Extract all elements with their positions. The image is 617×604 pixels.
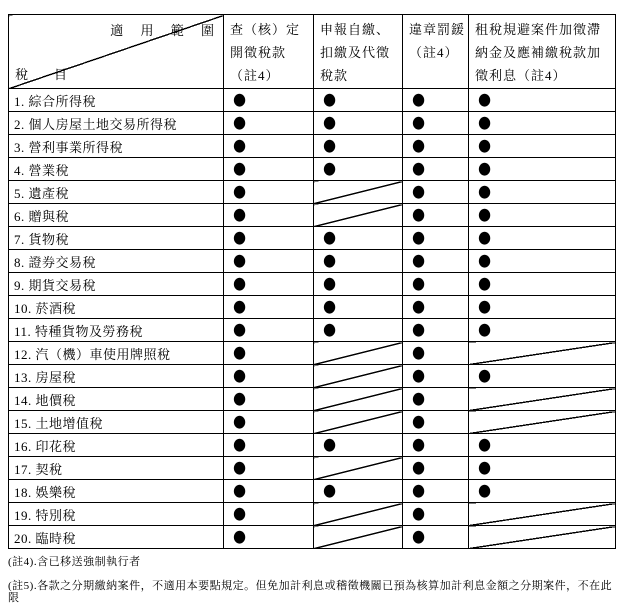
applicable-dot-cell — [469, 89, 616, 112]
filled-circle-mark: ● — [412, 157, 426, 179]
tax-name-cell: 3. 營利事業所得稅 — [9, 135, 224, 158]
filled-circle-mark: ● — [233, 387, 247, 409]
filled-circle-mark: ● — [323, 134, 337, 156]
not-applicable-slash-cell — [314, 365, 403, 388]
not-applicable-slash-cell — [314, 204, 403, 227]
tax-name-cell: 4. 營業稅 — [9, 158, 224, 181]
filled-circle-mark: ● — [412, 134, 426, 156]
filled-circle-mark: ● — [478, 479, 492, 501]
filled-circle-mark: ● — [233, 410, 247, 432]
applicable-dot-cell — [403, 480, 469, 503]
applicable-dot-cell — [403, 181, 469, 204]
not-applicable-slash-cell — [314, 181, 403, 204]
table-row — [9, 112, 616, 135]
corner-tax-item-label: 稅 目 — [15, 67, 68, 82]
table-row — [9, 181, 616, 204]
applicable-dot-cell — [314, 319, 403, 342]
table-row — [9, 411, 616, 434]
filled-circle-mark: ● — [478, 456, 492, 478]
filled-circle-mark: ● — [412, 479, 426, 501]
filled-circle-mark: ● — [478, 433, 492, 455]
table-row — [9, 319, 616, 342]
filled-circle-mark: ● — [233, 318, 247, 340]
tax-name-cell: 1. 綜合所得稅 — [9, 89, 224, 112]
table-row — [9, 342, 616, 365]
filled-circle-mark: ● — [233, 226, 247, 248]
filled-circle-mark: ● — [412, 387, 426, 409]
filled-circle-mark: ● — [233, 502, 247, 524]
filled-circle-mark: ● — [233, 341, 247, 363]
not-applicable-slash-cell — [314, 411, 403, 434]
filled-circle-mark: ● — [412, 295, 426, 317]
applicable-dot-cell — [224, 112, 314, 135]
table-row — [9, 503, 616, 526]
applicable-dot-cell — [224, 365, 314, 388]
filled-circle-mark: ● — [233, 295, 247, 317]
filled-circle-mark: ● — [412, 502, 426, 524]
tax-name-cell: 11. 特種貨物及勞務稅 — [9, 319, 224, 342]
filled-circle-mark: ● — [323, 88, 337, 110]
not-applicable-slash-cell — [314, 503, 403, 526]
tax-name-cell: 6. 贈與稅 — [9, 204, 224, 227]
tax-name-cell: 17. 契稅 — [9, 457, 224, 480]
tax-name-cell: 20. 臨時稅 — [9, 526, 224, 549]
tax-name-cell: 18. 娛樂稅 — [9, 480, 224, 503]
tax-name-cell: 15. 土地增值稅 — [9, 411, 224, 434]
applicable-dot-cell — [403, 227, 469, 250]
applicable-dot-cell — [224, 227, 314, 250]
filled-circle-mark: ● — [412, 226, 426, 248]
tax-name-cell: 8. 證券交易稅 — [9, 250, 224, 273]
tax-name-cell: 13. 房屋稅 — [9, 365, 224, 388]
applicable-dot-cell — [224, 319, 314, 342]
applicable-dot-cell — [314, 296, 403, 319]
tax-name-cell: 5. 遺產稅 — [9, 181, 224, 204]
filled-circle-mark: ● — [233, 134, 247, 156]
applicable-dot-cell — [314, 434, 403, 457]
applicable-dot-cell — [403, 434, 469, 457]
applicable-dot-cell — [469, 457, 616, 480]
applicable-dot-cell — [224, 204, 314, 227]
column-header-tax-avoidance-surcharge: 租稅規避案件加徵滯 納金及應補繳稅款加 徵利息（註4） — [469, 15, 616, 89]
applicable-dot-cell — [469, 158, 616, 181]
not-applicable-slash-cell — [469, 526, 616, 549]
document-page — [8, 14, 615, 604]
applicable-dot-cell — [224, 250, 314, 273]
applicable-dot-cell — [469, 480, 616, 503]
tax-name-cell: 12. 汽（機）車使用牌照稅 — [9, 342, 224, 365]
filled-circle-mark: ● — [412, 364, 426, 386]
table-row — [9, 434, 616, 457]
applicable-dot-cell — [314, 135, 403, 158]
table-row — [9, 204, 616, 227]
tax-name-cell: 16. 印花稅 — [9, 434, 224, 457]
table-row — [9, 89, 616, 112]
applicable-dot-cell — [224, 342, 314, 365]
filled-circle-mark: ● — [478, 364, 492, 386]
applicable-dot-cell — [403, 503, 469, 526]
applicable-dot-cell — [469, 181, 616, 204]
applicable-dot-cell — [314, 158, 403, 181]
footnote-4: (註4).含已移送強制執行者 — [8, 556, 141, 568]
column-header-assessed-tax: 查（核）定 開徵稅款 （註4） — [224, 15, 314, 89]
table-row — [9, 296, 616, 319]
filled-circle-mark: ● — [233, 479, 247, 501]
applicable-dot-cell — [469, 135, 616, 158]
applicable-dot-cell — [403, 319, 469, 342]
filled-circle-mark: ● — [478, 88, 492, 110]
filled-circle-mark: ● — [412, 203, 426, 225]
tax-applicability-table — [8, 14, 616, 549]
table-row — [9, 227, 616, 250]
not-applicable-slash-cell — [314, 457, 403, 480]
filled-circle-mark: ● — [412, 318, 426, 340]
filled-circle-mark: ● — [412, 341, 426, 363]
applicable-dot-cell — [403, 296, 469, 319]
table-row — [9, 480, 616, 503]
applicable-dot-cell — [314, 89, 403, 112]
filled-circle-mark: ● — [323, 318, 337, 340]
not-applicable-slash-cell — [469, 411, 616, 434]
corner-scope-label: 適 用 範 圍 — [110, 23, 221, 38]
filled-circle-mark: ● — [412, 456, 426, 478]
tax-name-cell: 2. 個人房屋土地交易所得稅 — [9, 112, 224, 135]
filled-circle-mark: ● — [323, 479, 337, 501]
applicable-dot-cell — [403, 89, 469, 112]
filled-circle-mark: ● — [412, 525, 426, 547]
filled-circle-mark: ● — [233, 433, 247, 455]
filled-circle-mark: ● — [233, 88, 247, 110]
applicable-dot-cell — [469, 204, 616, 227]
filled-circle-mark: ● — [323, 111, 337, 133]
applicable-dot-cell — [314, 250, 403, 273]
filled-circle-mark: ● — [412, 272, 426, 294]
not-applicable-slash-cell — [314, 526, 403, 549]
applicable-dot-cell — [469, 365, 616, 388]
filled-circle-mark: ● — [478, 111, 492, 133]
filled-circle-mark: ● — [233, 180, 247, 202]
filled-circle-mark: ● — [412, 410, 426, 432]
applicable-dot-cell — [224, 411, 314, 434]
column-header-violation-fine: 違章罰鍰 （註4） — [403, 15, 469, 89]
applicable-dot-cell — [403, 273, 469, 296]
tax-name-cell: 14. 地價稅 — [9, 388, 224, 411]
applicable-dot-cell — [224, 89, 314, 112]
filled-circle-mark: ● — [323, 295, 337, 317]
filled-circle-mark: ● — [478, 134, 492, 156]
applicable-dot-cell — [403, 457, 469, 480]
footnote-5: (註5).各款之分期繳納案件，不適用本要點規定。但免加計利息或稽徵機關已預為核算加計利息金額之分期案件，不在此限 — [8, 580, 613, 604]
table-row — [9, 273, 616, 296]
applicable-dot-cell — [403, 158, 469, 181]
applicable-dot-cell — [469, 273, 616, 296]
footnotes — [8, 556, 615, 604]
filled-circle-mark: ● — [323, 157, 337, 179]
applicable-dot-cell — [224, 526, 314, 549]
filled-circle-mark: ● — [412, 433, 426, 455]
filled-circle-mark: ● — [478, 272, 492, 294]
applicable-dot-cell — [314, 273, 403, 296]
applicable-dot-cell — [224, 480, 314, 503]
applicable-dot-cell — [469, 296, 616, 319]
filled-circle-mark: ● — [233, 272, 247, 294]
table-row — [9, 158, 616, 181]
filled-circle-mark: ● — [233, 456, 247, 478]
filled-circle-mark: ● — [412, 249, 426, 271]
applicable-dot-cell — [224, 135, 314, 158]
tax-name-cell: 19. 特別稅 — [9, 503, 224, 526]
filled-circle-mark: ● — [412, 180, 426, 202]
header-row — [9, 15, 616, 89]
filled-circle-mark: ● — [478, 226, 492, 248]
filled-circle-mark: ● — [412, 111, 426, 133]
corner-header-cell — [9, 15, 224, 89]
tax-table-body — [9, 89, 616, 549]
table-row — [9, 457, 616, 480]
applicable-dot-cell — [403, 342, 469, 365]
table-row — [9, 135, 616, 158]
filled-circle-mark: ● — [233, 249, 247, 271]
applicable-dot-cell — [403, 526, 469, 549]
filled-circle-mark: ● — [233, 111, 247, 133]
tax-name-cell: 9. 期貨交易稅 — [9, 273, 224, 296]
applicable-dot-cell — [224, 457, 314, 480]
filled-circle-mark: ● — [323, 249, 337, 271]
applicable-dot-cell — [403, 365, 469, 388]
applicable-dot-cell — [469, 434, 616, 457]
applicable-dot-cell — [403, 135, 469, 158]
filled-circle-mark: ● — [233, 364, 247, 386]
tax-name-cell: 10. 菸酒稅 — [9, 296, 224, 319]
filled-circle-mark: ● — [323, 272, 337, 294]
filled-circle-mark: ● — [233, 157, 247, 179]
table-row — [9, 388, 616, 411]
applicable-dot-cell — [403, 112, 469, 135]
column-header-self-filed-tax: 申報自繳、 扣繳及代徵 稅款 — [314, 15, 403, 89]
not-applicable-slash-cell — [469, 342, 616, 365]
not-applicable-slash-cell — [314, 342, 403, 365]
table-row — [9, 526, 616, 549]
applicable-dot-cell — [224, 273, 314, 296]
not-applicable-slash-cell — [469, 388, 616, 411]
table-row — [9, 365, 616, 388]
applicable-dot-cell — [224, 503, 314, 526]
not-applicable-slash-cell — [314, 388, 403, 411]
filled-circle-mark: ● — [478, 318, 492, 340]
not-applicable-slash-cell — [469, 503, 616, 526]
applicable-dot-cell — [224, 296, 314, 319]
filled-circle-mark: ● — [233, 203, 247, 225]
applicable-dot-cell — [403, 204, 469, 227]
filled-circle-mark: ● — [412, 88, 426, 110]
applicable-dot-cell — [403, 250, 469, 273]
filled-circle-mark: ● — [478, 180, 492, 202]
tax-name-cell: 7. 貨物稅 — [9, 227, 224, 250]
filled-circle-mark: ● — [478, 203, 492, 225]
filled-circle-mark: ● — [323, 433, 337, 455]
filled-circle-mark: ● — [478, 249, 492, 271]
filled-circle-mark: ● — [323, 226, 337, 248]
filled-circle-mark: ● — [478, 157, 492, 179]
filled-circle-mark: ● — [478, 295, 492, 317]
applicable-dot-cell — [224, 388, 314, 411]
filled-circle-mark: ● — [233, 525, 247, 547]
applicable-dot-cell — [224, 158, 314, 181]
applicable-dot-cell — [469, 112, 616, 135]
applicable-dot-cell — [314, 480, 403, 503]
applicable-dot-cell — [469, 250, 616, 273]
applicable-dot-cell — [403, 388, 469, 411]
applicable-dot-cell — [314, 112, 403, 135]
applicable-dot-cell — [469, 227, 616, 250]
table-row — [9, 250, 616, 273]
applicable-dot-cell — [224, 434, 314, 457]
applicable-dot-cell — [224, 181, 314, 204]
applicable-dot-cell — [314, 227, 403, 250]
applicable-dot-cell — [403, 411, 469, 434]
applicable-dot-cell — [469, 319, 616, 342]
